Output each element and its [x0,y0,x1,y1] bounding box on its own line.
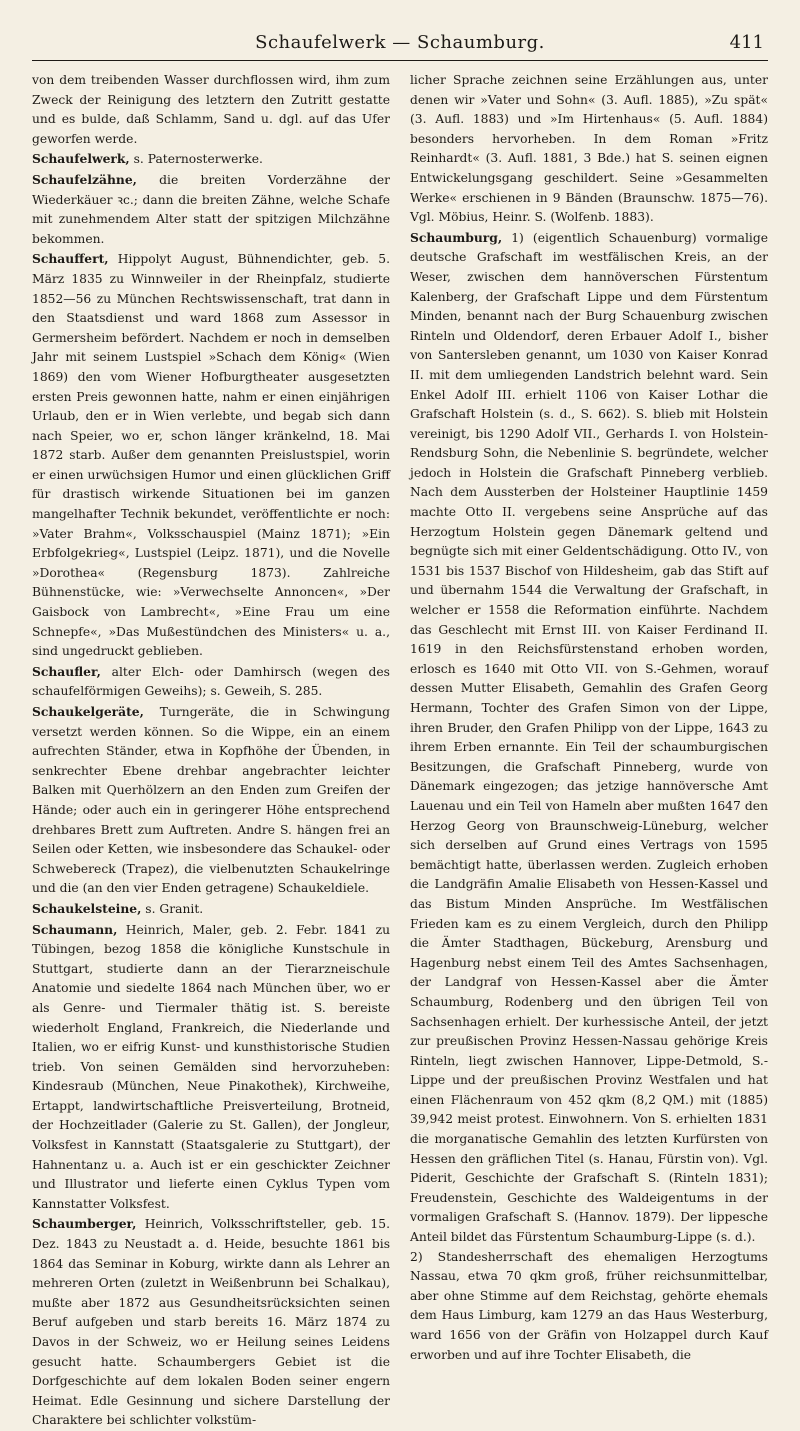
entry-text: Turngeräte, die in Schwingung versetzt werden können. So die Wippe, ein an einem aufrechten Ständer, etwa in Kopfhöhe der Übenden, in senkrechter Ebene drehbar angebrachter leichter Balken mit Querhölzern an den Enden zum Greifen der Hände; oder auch ein in geringerer Höhe entsprechend drehbares Brett zum Auftreten. Andre S. hängen frei an Seilen oder Ketten, wie insbesondere das Schaukel- oder Schwebereck (Trapez), die vielbenutzten Schaukelringe und die (an den vier Enden getragene) Schaukeldiele. [32,705,390,896]
entry-text: alter Elch- oder Damhirsch (wegen des schaufelförmigen Geweihs); s. Geweih, S. 285. [32,664,390,699]
entry-text: 2) Standesherrschaft des ehemaligen Herzogtums Nassau, etwa 70 qkm groß, früher reichsunmittelbar, aber ohne Stimme auf dem Reichstag, gehörte ehemals dem Haus Limburg, kam 1279 an das Haus Westerburg, ward 1656 von der Gräfin von Holzappel durch Kauf erworben und auf ihre Tochter Elisabeth, die [410,1249,768,1362]
entry-headword: Schaukelgeräte, [32,704,144,719]
entry-text: Hippolyt August, Bühnendichter, geb. 5. März 1835 zu Winnweiler in der Rheinpfalz, studierte 1852—56 zu München Rechtswissenschaft, trat dann in den Staatsdienst und ward 1868 zum Assessor in Germersheim befördert. Nachdem er noch in demselben Jahr mit seinem Lustspiel »Schach dem König« (Wien 1869) den vom Wiener Hofburgtheater ausgesetzten ersten Preis gewonnen hatte, nahm er einen einjährigen Urlaub, den er in Wien verlebte, und begab sich dann nach Speier, wo er, schon länger kränkelnd, 18. Mai 1872 starb. Außer dem genannten Preislustspiel, worin er einen urwüchsigen Humor und einen glücklichen Griff für drastisch wirkende Situationen bei im ganzen mangelhafter Technik bekundet, veröffentlichte er noch: »Vater Brahm«, Volksschauspiel (Mainz 1871); »Ein Erbfolgekrieg«, Lustspiel (Leipz. 1871), und die Novelle »Dorothea« (Regensburg 1873). Zahlreiche Bühnenstücke, wie: »Verwechselte Annoncen«, »Der Gaisbock von Lambrecht«, »Eine Frau um eine Schnepfe«, »Das Mußestündchen des Ministers« u. a., sind ungedruckt geblieben. [32,252,390,659]
page-number: 411 [729,32,764,53]
entry-paragraph [32,249,390,661]
entry-headword: Schaukelsteine, [32,900,142,916]
entry-text: licher Sprache zeichnen seine Erzählungen aus, unter denen wir »Vater und Sohn« (3. Aufl. 1885), »Zu spät« (3. Aufl. 1883) und »Im Hirtenhaus« (5. Aufl. 1884) besonders hervorheben. In dem Roman »Fritz Reinhardt« (3. Aufl. 1881, 3 Bde.) hat S. seinen eignen Entwickelungsgang geschildert. Seine »Gesammelten Werke« erschienen in 9 Bänden (Braunschw. 1875—76). Vgl. Möbius, Heinr. S. (Wolfenb. 1883). [410,73,768,225]
entry-text: Heinrich, Volksschriftsteller, geb. 15. Dez. 1843 zu Neustadt a. d. Heide, besuchte 1861 bis 1864 das Seminar in Koburg, wirkte dann als Lehrer an mehreren Orten (zuletzt in Weißenbrunn bei Schalkau), mußte aber 1872 aus Gesundheitsrücksichten seinen Beruf aufgeben und starb bereits 16. März 1874 zu Davos in der Schweiz, wo er Heilung seines Leidens gesucht hatte. Schaumbergers Gebiet ist die Dorfgeschichte auf dem lokalen Boden seiner engern Heimat. Edle Gesinnung und sichere Darstellung der Charaktere bei schlichter volkstüm- [32,1217,390,1428]
entry-paragraph [410,228,768,1248]
entry-paragraph [32,920,390,1215]
entry-headword: Schaufelzähne, [32,171,137,187]
entry-text: Heinrich, Maler, geb. 2. Febr. 1841 zu Tübingen, bezog 1858 die königliche Kunstschule in Stuttgart, studierte dann an der Tierarzneischule Anatomie und siedelte 1864 nach München über, wo er als Genre- und Tiermaler thätig ist. S. bereiste wiederholt England, Frankreich, die Niederlande und Italien, wo er eifrig Kunst- und kunsthistorische Studien trieb. Von seinen Gemälden sind hervorzuheben: Kindesraub (München, Neue Pinakothek), Kirchweihe, Ertappt, landwirtschaftliche Preisverteilung, Brotneid, der Hochzeitlader (Galerie zu St. Gallen), der Jongleur, Volksfest in Kannstatt (Staatsgalerie zu Stuttgart), der Hahnentanz u. a. Auch ist er ein geschickter Zeichner und Illustrator und lieferte einen Cyklus Typen vom Kannstatter Volksfest. [32,922,390,1211]
entry-paragraph [32,149,390,170]
entry-paragraph [32,1214,390,1431]
entry-headword: Schaufelwerk, [32,151,130,167]
entry-paragraph [32,170,390,249]
entry-text: von dem treibenden Wasser durchflossen wird, ihm zum Zweck der Reinigung des letztern den Zutritt gestatte und es bulde, daß Schlamm, Sand u. dgl. auf das Ufer geworfen werde. [32,73,390,146]
left-column [32,71,390,1431]
entry-paragraph [410,1248,768,1366]
running-title: Schaufelwerk — Schaumburg. [255,32,545,53]
entry-paragraph [32,662,390,702]
entry-paragraph [32,702,390,899]
entry-headword: Schauffert, [32,251,109,267]
entry-text: s. Granit. [141,901,204,916]
text-columns [32,71,768,1431]
entry-text: s. Paternosterwerke. [129,152,263,167]
entry-paragraph [32,71,390,149]
entry-headword: Schaufler, [32,663,101,679]
entry-headword: Schaumburg, [410,229,503,245]
entry-text: die breiten Vorderzähne der Wiederkäuer ꝛc.; dann die breiten Zähne, welche Schafe mit zunehmendem Alter statt der spitzigen Milchzähne bekommen. [32,172,390,246]
entry-text: 1) (eigentlich Schauenburg) vormalige deutsche Grafschaft im westfälischen Kreis, an der Weser, zwischen dem hannöverschen Fürstentum Kalenberg, der Grafschaft Lippe und dem Fürstentum Minden, benannt nach der Burg Schauenburg zwischen Rinteln und Oldendorf, deren Erbauer Adolf I., bisher von Santersleben genannt, um 1030 von Kaiser Konrad II. mit dem umliegenden Landstrich belehnt ward. Sein Enkel Adolf III. erhielt 1106 von Kaiser Lothar die Grafschaft Holstein (s. d., S. 662). S. blieb mit Holstein vereinigt, bis 1290 Adolf VII., Gerhards I. von Holstein-Rendsburg Sohn, die Nebenlinie S. begründete, welcher jedoch in Holstein die Grafschaft Pinneberg verblieb. Nach dem Aussterben der Holsteiner Hauptlinie 1459 machte Otto II. vergebens seine Ansprüche auf das Herzogtum Holstein gegen Dänemark geltend und begnügte sich mit einer Geldentschädigung. Otto IV., von 1531 bis 1537 Bischof von Hildesheim, gab das Stift auf und übernahm 1544 die Verwaltung der Grafschaft, in welcher er 1558 die Reformation einführte. Nachdem das Geschlecht mit Ernst III. von Kaiser Ferdinand II. 1619 in den Reichsfürstenstand erhoben worden, erlosch es 1640 mit Otto VII. von S.-Gehmen, worauf dessen Mutter Elisabeth, Gemahlin des Grafen Georg Hermann, Tochter des Grafen Simon von der Lippe, ihren Bruder, den Grafen Philipp von der Lippe, 1643 zu ihrem Erben ernannte. Ein Teil der schaumburgischen Besitzungen, die Grafschaft Pinneberg, wurde von Dänemark eingezogen; das jetzige hannöversche Amt Lauenau und ein Teil von Hameln aber mußten 1647 den Herzog Georg von Braunschweig-Lüneburg, welcher sich derselben auf Grund eines Vertrags von 1595 bemächtigt hatte, überlassen werden. Zugleich erhoben die Landgräfin Amalie Elisabeth von Hessen-Kassel und das Bistum Minden Ansprüche. Im Westfälischen Frieden kam es zu einem Vergleich, durch den Philipp die Ämter Stadthagen, Bückeburg, Arensburg und Hagenburg nebst einem Teil des Amtes Sachsenhagen, der Landgraf von Hessen-Kassel aber die Ämter Schaumburg, Rodenberg und den übrigen Teil von Sachsenhagen erhielt. Der kurhessische Anteil, der jetzt zur preußischen Provinz Hessen-Nassau gehörige Kreis Rinteln, liegt zwischen Hannover, Lippe-Detmold, S.-Lippe und der preußischen Provinz Westfalen und hat einen Flächenraum von 452 qkm (8,2 QM.) mit (1885) 39,942 meist protest. Einwohnern. Von S. erhielten 1831 die morganatische Gemahlin des letzten Kurfürsten von Hessen den gräflichen Titel (s. Hanau, Fürstin von). Vgl. Piderit, Geschichte der Grafschaft S. (Rinteln 1831); Freudenstein, Geschichte des Waldeigentums in der vormaligen Grafschaft S. (Hannov. 1879). Der lippesche Anteil bildet das Fürstentum Schaumburg-Lippe (s. d.). [410,230,769,1245]
entry-headword: Schaumann, [32,921,118,937]
entry-paragraph [410,71,768,228]
right-column [410,71,768,1431]
page-header [32,30,768,61]
entry-headword: Schaumberger, [32,1216,137,1232]
entry-paragraph [32,899,390,920]
